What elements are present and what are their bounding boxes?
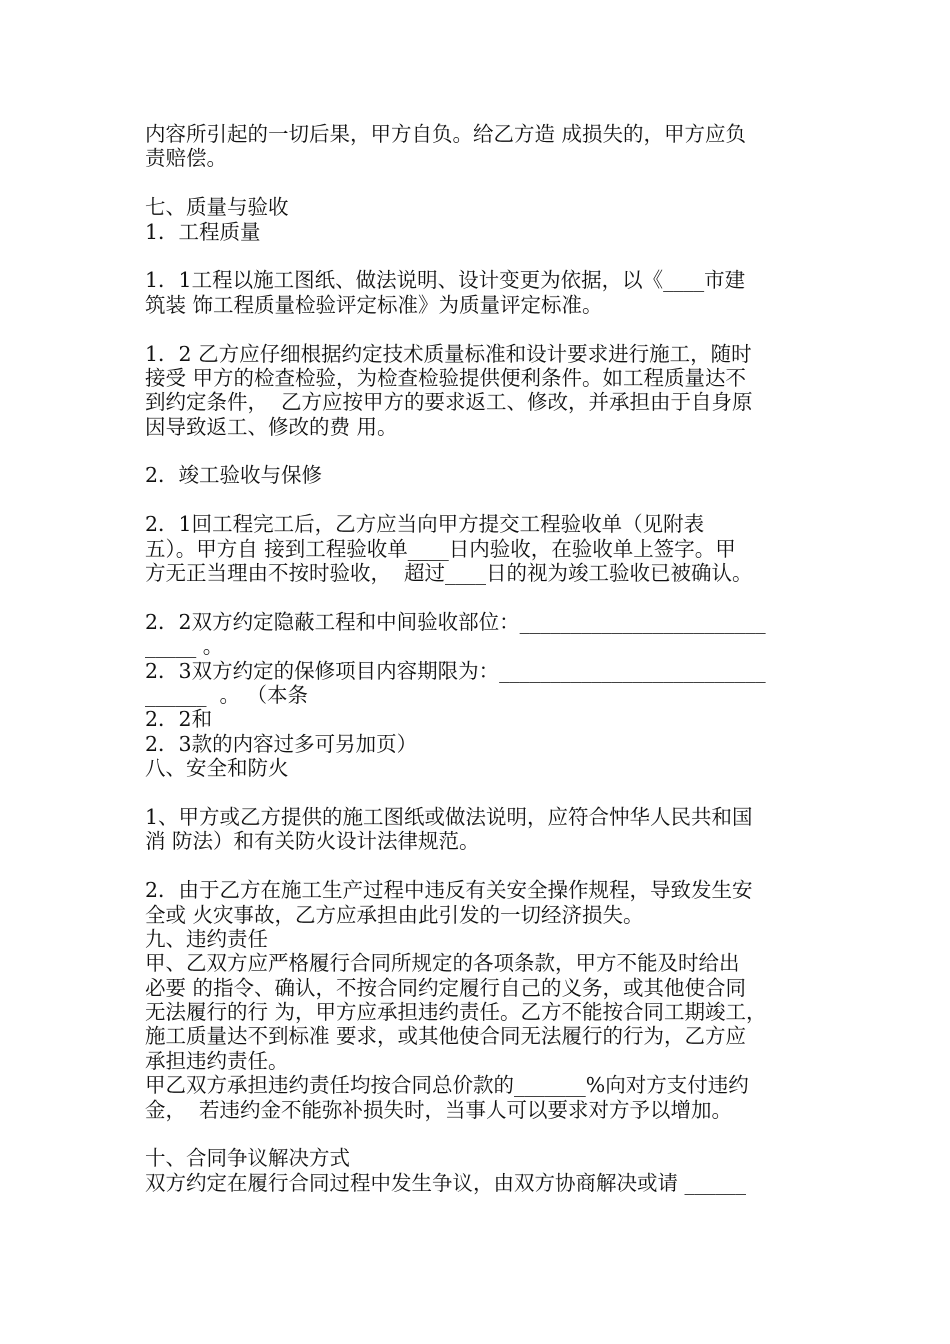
paragraph-spacer	[145, 585, 810, 609]
text-line: 必要 的指令、确认，不按合同约定履行自己的义务，或其他使合同	[145, 975, 747, 1000]
text-line: 2．3款的内容过多可另加页）	[145, 731, 418, 756]
text-line: 到约定条件， 乙方应按甲方的要求返工、修改，并承担由于自身原	[145, 390, 753, 415]
text-line: 1．1工程以施工图纸、做法说明、设计变更为依据，以《____市建	[145, 268, 746, 293]
text-line: 施工质量达不到标准 要求，或其他使合同无法履行的行为，乙方应	[145, 1024, 747, 1049]
text-line: 甲、乙双方应严格履行合同所规定的各项条款，甲方不能及时给出	[145, 951, 740, 976]
text-line: 1．工程质量	[145, 219, 261, 244]
paragraph	[145, 512, 810, 585]
paragraph	[145, 195, 810, 244]
paragraph	[145, 342, 810, 440]
paragraph	[145, 122, 810, 171]
text-line: 内容所引起的一切后果，甲方自负。给乙方造 成损失的，甲方应负	[145, 122, 747, 146]
paragraph-spacer	[145, 488, 810, 512]
text-line: 金， 若违约金不能弥补损失时，当事人可以要求对方予以增加。	[145, 1097, 733, 1122]
text-line: 2．2双方约定隐蔽工程和中间验收部位：________________________	[145, 609, 766, 634]
text-line: 五）。甲方自 接到工程验收单____日内验收，在验收单上签字。甲	[145, 536, 736, 561]
paragraph	[145, 878, 810, 1122]
paragraph-spacer	[145, 854, 810, 878]
text-line: 责赔偿。	[145, 146, 227, 171]
text-line: 1、甲方或乙方提供的施工图纸或做法说明，应符合忡华人民共和国	[145, 804, 753, 829]
paragraph-spacer	[145, 781, 810, 805]
text-line: 甲乙双方承担违约责任均按合同总价款的_______%向对方支付违约	[145, 1073, 749, 1098]
text-line: 双方约定在履行合同过程中发生争议，由双方协商解决或请 ______	[145, 1170, 747, 1195]
text-line: 无法履行的行 为，甲方应承担违约责任。乙方不能按合同工期竣工，	[145, 1000, 767, 1025]
text-line: 2．2和	[145, 707, 213, 732]
text-line: 2．竣工验收与保修	[145, 463, 323, 488]
text-line: 2．3双方约定的保修项目内容期限为：__________________________	[145, 658, 766, 683]
text-line: 1．2 乙方应仔细根据约定技术质量标准和设计要求进行施工，随时	[145, 341, 752, 366]
paragraph-spacer	[145, 244, 810, 268]
paragraph	[145, 1146, 810, 1195]
paragraph-spacer	[145, 1122, 810, 1146]
text-line: 筑装 饰工程质量检验评定标准》为质量评定标准。	[145, 292, 603, 317]
text-line: 全或 火灾事故，乙方应承担由此引发的一切经济损失。	[145, 902, 644, 927]
paragraph-spacer	[145, 439, 810, 463]
text-line: 七、质量与验收	[145, 195, 289, 220]
text-line: 因导致返工、修改的费 用。	[145, 414, 398, 439]
text-line: 消 防法）和有关防火设计法律规范。	[145, 829, 480, 854]
text-line: 接受 甲方的检查检验，为检查检验提供便利条件。如工程质量达不	[145, 365, 747, 390]
paragraph	[145, 610, 810, 781]
paragraph-spacer	[145, 317, 810, 341]
text-line: 方无正当理由不按时验收， 超过____日的视为竣工验收已被确认。	[145, 561, 753, 586]
text-line: 承担违约责任。	[145, 1048, 289, 1073]
paragraph	[145, 463, 810, 487]
document-body	[145, 122, 810, 1195]
text-line: ______ 。 （本条	[145, 682, 309, 707]
paragraph	[145, 805, 810, 854]
text-line: 九、违约责任	[145, 926, 268, 951]
text-line: 十、合同争议解决方式	[145, 1146, 350, 1171]
paragraph	[145, 268, 810, 317]
text-line: 2．由于乙方在施工生产过程中违反有关安全操作规程，导致发生安	[145, 878, 753, 903]
text-line: 八、安全和防火	[145, 756, 289, 781]
text-line: _____ 。	[145, 634, 224, 659]
text-line: 2．1回工程完工后，乙方应当向甲方提交工程验收单（见附表	[145, 512, 705, 537]
paragraph-spacer	[145, 171, 810, 195]
